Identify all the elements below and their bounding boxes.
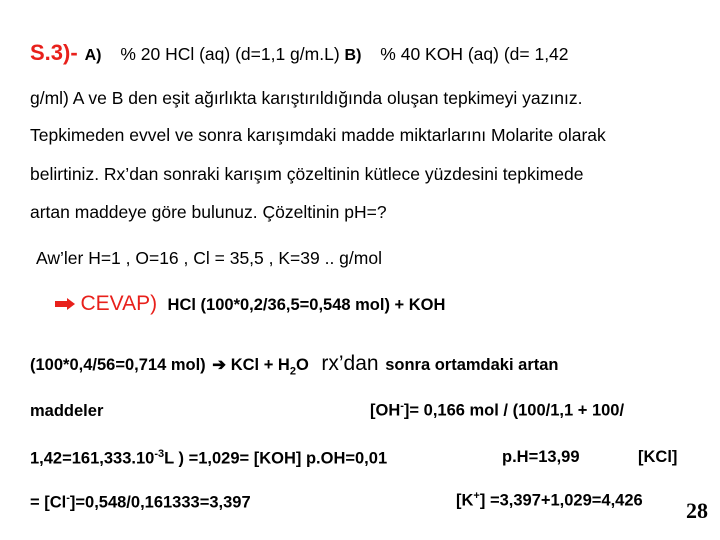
- atomic-weights: Aw’ler H=1 , O=16 , Cl = 35,5 , K=39 .. g/mol: [36, 248, 382, 268]
- part-a-text: % 20 HCl (aq) (d=1,1 g/m.L): [120, 44, 340, 64]
- cl-calculation: ]=0,548/0,161333=3,397: [69, 493, 251, 512]
- answer-line-1: HCl (100*0,2/36,5=0,548 mol) + KOH: [167, 296, 446, 314]
- label-a: A): [84, 47, 102, 64]
- answer-line-2: [30, 352, 559, 377]
- volume-calc: 1,42=161,333.10: [30, 449, 155, 468]
- products-text: KCl + H: [230, 356, 290, 374]
- exponent: -3: [154, 448, 165, 460]
- ph-value: p.H=13,99: [502, 448, 580, 466]
- answer-line-4: [30, 448, 387, 469]
- answer-label: CEVAP): [80, 292, 158, 315]
- part-b-text: % 40 KOH (aq) (d= 1,42: [380, 44, 569, 64]
- cl-bracket: = [Cl: [30, 493, 67, 512]
- label-b: B): [344, 47, 362, 64]
- cl-charge: -: [66, 492, 70, 504]
- pencil-arrow-icon: [54, 297, 76, 311]
- k-charge: +: [473, 490, 480, 502]
- oh-calculation: ]= 0,166 mol / (100/1,1 + 100/: [403, 401, 625, 420]
- question-line-3: Tepkimeden evvel ve sonra karışımdaki madde miktarlarını Molarite olarak: [30, 125, 606, 145]
- answer-header: [54, 292, 445, 316]
- oh-bracket: [OH: [370, 401, 401, 420]
- answer-line-3b: [370, 400, 624, 421]
- water-o: O: [295, 356, 309, 374]
- answer-line-3a: maddeler: [30, 402, 104, 420]
- question-line-2: g/ml) A ve B den eşit ağırlıkta karıştırıldığında oluşan tepkimeyi yazınız.: [30, 88, 583, 108]
- question-line-5: artan maddeye göre bulunuz. Çözeltinin pH=?: [30, 202, 387, 222]
- reaction-arrow-icon: ➔: [212, 356, 227, 374]
- k-bracket: [K: [456, 491, 474, 510]
- oh-charge: -: [400, 400, 404, 412]
- koh-concentration: L ) =1,029= [KOH] p.OH=0,01: [164, 449, 388, 468]
- remaining-text: sonra ortamdaki artan: [385, 356, 559, 374]
- question-line-4: belirtiniz. Rx’dan sonraki karışım çözeltinin kütlece yüzdesini tepkimede: [30, 164, 584, 184]
- rx-text: rx’dan: [321, 352, 379, 375]
- kcl-label: [KCl]: [638, 448, 678, 466]
- koh-moles: (100*0,4/56=0,714 mol): [30, 356, 206, 374]
- water-subscript: 2: [289, 365, 296, 378]
- k-calculation: ] =3,397+1,029=4,426: [479, 491, 643, 510]
- answer-line-5a: [30, 492, 251, 513]
- page-number: 28: [686, 498, 708, 523]
- question-number: S.3)-: [30, 40, 78, 65]
- answer-line-5b: [456, 490, 643, 511]
- question-line-1: [30, 40, 569, 66]
